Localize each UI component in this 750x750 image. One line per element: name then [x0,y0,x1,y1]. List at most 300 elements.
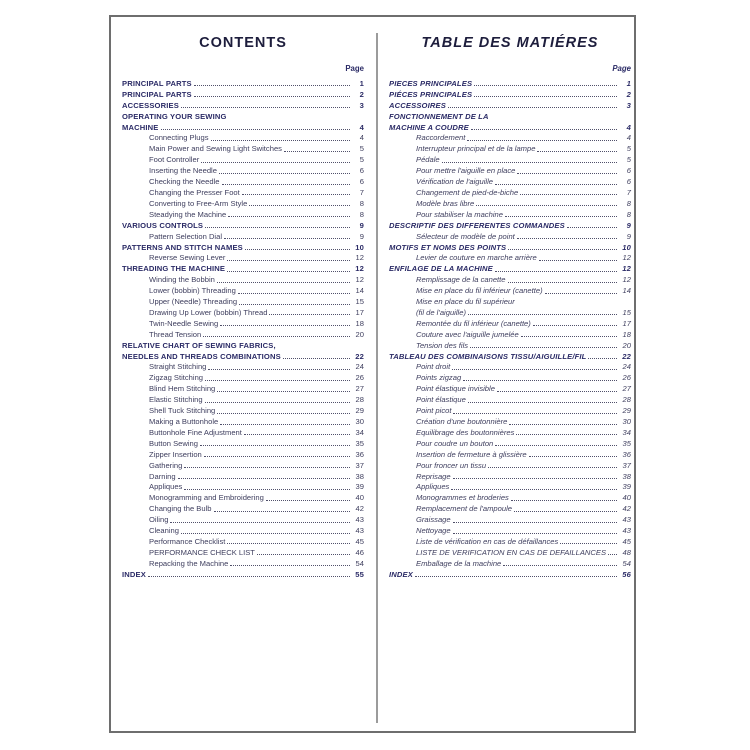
toc-entry [122,491,364,502]
dot-leader [529,456,617,457]
dot-leader [222,184,351,185]
toc-entry-label: Converting to Free-Arm Style [149,198,248,208]
dot-leader [453,522,617,523]
dot-leader [452,369,617,370]
toc-entry-page-number: 1 [359,78,364,88]
dot-leader [214,511,351,512]
toc-entry [389,241,631,252]
toc-entry-page-number: 5 [626,144,631,154]
dot-leader [269,314,350,315]
toc-entry-label: Changement de pied-de-biche [416,187,519,197]
toc-entry-label: Changing the Bulb [149,504,212,514]
toc-list-french [389,77,631,579]
toc-entry-label: Levier de couture en marche arrière [416,253,537,263]
toc-entry-page-number: 29 [622,406,631,416]
dot-leader [474,96,617,97]
toc-entry [389,208,631,219]
dot-leader [184,489,350,490]
toc-entry-label: PRINCIPAL PARTS [122,78,192,88]
toc-entry [122,371,364,382]
toc-entry-label: Point picot [416,406,452,416]
dot-leader [230,565,350,566]
toc-entry-page-number: 6 [626,177,631,187]
dot-leader [442,162,617,163]
toc-entry-label: Liste de vérification en cas de défaillances [416,536,559,546]
page-title-english: CONTENTS [199,35,287,51]
toc-entry [122,535,364,546]
dot-leader [537,151,617,152]
dot-leader [239,304,350,305]
toc-entry-page-number: 12 [355,275,364,285]
toc-entry [389,437,631,448]
toc-entry-page-number: 12 [355,264,364,274]
toc-entry-page-number: 9 [626,231,631,241]
toc-entry [389,535,631,546]
dot-leader [415,576,617,577]
dot-leader [471,129,617,130]
dot-leader [467,140,617,141]
dot-leader [205,402,350,403]
toc-entry-label: Graissage [416,515,451,525]
dot-leader [448,107,617,108]
dot-leader [495,445,617,446]
toc-entry [122,328,364,339]
dot-leader [238,293,350,294]
toc-entry-page-number: 14 [355,286,364,296]
toc-entry-page-number: 22 [355,351,364,361]
toc-entry [122,502,364,513]
toc-entry-page-number: 12 [355,253,364,263]
dot-leader [184,467,350,468]
toc-entry [122,382,364,393]
toc-entry-page-number: 43 [622,515,631,525]
toc-entry-label: Changing the Presser Foot [149,187,240,197]
toc-entry-label: Cleaning [149,526,179,536]
toc-entry-page-number: 35 [355,438,364,448]
dot-leader [533,325,617,326]
toc-entry-label: Mise en place du fil supérieur [416,297,515,307]
toc-entry-label: Repacking the Machine [149,558,229,568]
toc-entry-page-number: 56 [622,569,631,579]
dot-leader [194,85,350,86]
dot-leader [495,184,617,185]
toc-entry [389,339,631,350]
toc-entry-label: LISTE DE VERIFICATION EN CAS DE DEFAILLANCES [416,547,607,557]
toc-entry-page-number: 42 [355,504,364,514]
dot-leader [521,336,617,337]
toc-entry-label: PRINCIPAL PARTS [122,89,192,99]
toc-entry-page-number: 24 [355,362,364,372]
toc-entry [389,153,631,164]
toc-entry-page-number: 55 [355,569,364,579]
toc-entry-page-number: 2 [359,89,364,99]
toc-entry [389,110,631,121]
center-divider [376,33,378,723]
dot-leader [227,260,350,261]
dot-leader [242,194,350,195]
dot-leader [245,249,350,250]
toc-entry-label: Mise en place du fil inférieur (canette) [416,286,543,296]
toc-entry-page-number: 15 [355,297,364,307]
toc-entry-label: PIECES PRINCIPALES [389,78,473,88]
toc-entry [389,415,631,426]
toc-entry [389,306,631,317]
toc-entry-page-number: 34 [622,427,631,437]
toc-entry-label: Remplacement de l'ampoule [416,504,513,514]
toc-entry-label: Couture avec l'aiguille jumelée [416,329,519,339]
toc-entry-label: (fil de l'aiguille) [416,307,466,317]
toc-entry [122,153,364,164]
toc-entry-page-number: 43 [355,526,364,536]
toc-entry [389,470,631,481]
toc-entry-page-number: 9 [359,220,364,230]
toc-entry [389,382,631,393]
dot-leader [453,533,617,534]
toc-entry-label: Foot Controller [149,155,200,165]
dot-leader [503,565,617,566]
toc-entry-page-number: 30 [355,417,364,426]
page-title-french: TABLE DES MATIÉRES [421,35,599,51]
toc-entry-label: Raccordement [416,133,466,143]
dot-leader [283,358,350,359]
toc-entry-page-number: 4 [359,122,364,132]
toc-entry [122,404,364,415]
dot-leader [205,227,350,228]
dot-leader [511,500,617,501]
toc-entry [122,99,364,110]
toc-entry-page-number: 5 [359,155,364,165]
toc-entry [389,295,631,306]
toc-entry [389,404,631,415]
dot-leader [217,282,350,283]
toc-entry-page-number: 18 [355,318,364,328]
toc-entry [389,459,631,470]
dot-leader [208,369,350,370]
dot-leader [608,554,617,555]
toc-entry [122,295,364,306]
toc-entry-page-number: 20 [622,340,631,350]
toc-entry [389,350,631,361]
dot-leader [517,173,617,174]
toc-entry [122,273,364,284]
toc-entry-label: VARIOUS CONTROLS [122,220,204,230]
toc-entry-label: Twin-Needle Sewing [149,318,219,328]
toc-entry-label: Nettoyage [416,526,451,536]
dot-leader [468,314,617,315]
toc-entry-page-number: 12 [622,264,631,274]
toc-entry-page-number: 54 [355,558,364,568]
toc-entry [389,164,631,175]
toc-entry [122,252,364,263]
dot-leader [516,434,617,435]
toc-entry-page-number: 36 [355,449,364,459]
toc-entry-page-number: 37 [622,460,631,470]
toc-entry-page-number: 8 [359,198,364,208]
toc-entry [122,437,364,448]
dot-leader [505,216,617,217]
dot-leader [588,358,617,359]
dot-leader [520,194,617,195]
toc-entry-label: Connecting Plugs [149,133,209,143]
dot-leader [205,380,350,381]
toc-entry-label: Performance Checklist [149,536,226,546]
toc-entry-page-number: 3 [359,100,364,110]
toc-entry-label: Steadying the Machine [149,209,227,219]
toc-entry-label: Zipper Insertion [149,449,202,459]
dot-leader [220,325,350,326]
dot-leader [451,489,617,490]
toc-entry [389,197,631,208]
toc-entry-page-number: 14 [622,286,631,296]
toc-entry-label: Emballage de la machine [416,558,502,568]
toc-entry-label: Reprisage [416,471,451,481]
toc-entry-label: Point élastique invisible [416,384,495,394]
toc-entry-label: MACHINE [122,122,159,132]
dot-leader [517,238,617,239]
toc-entry [122,339,364,350]
toc-entry [122,481,364,492]
toc-entry-label: Straight Stitching [149,362,207,372]
toc-entry-label: Checking the Needle [149,177,220,187]
dot-leader [463,380,617,381]
toc-entry-page-number: 54 [622,558,631,568]
toc-entry-label: Inserting the Needle [149,166,217,176]
dot-leader [200,445,350,446]
toc-entry-label: Points zigzag [416,373,462,383]
toc-entry [389,262,631,273]
toc-entry [122,426,364,437]
toc-entry-page-number: 38 [355,471,364,481]
toc-entry-label: Oiling [149,515,169,525]
dot-leader [178,478,350,479]
dot-leader [148,576,350,577]
dot-leader [497,391,617,392]
dot-leader [257,554,350,555]
toc-entry-label: Zigzag Stitching [149,373,204,383]
toc-entry-page-number: 42 [622,504,631,514]
toc-entry-page-number: 4 [626,133,631,143]
toc-entry [122,557,364,568]
toc-entry-page-number: 12 [622,275,631,285]
toc-entry-label: MACHINE A COUDRE [389,122,469,132]
toc-entry [122,470,364,481]
dot-leader [217,391,350,392]
toc-entry [122,513,364,524]
toc-entry-label: INDEX [122,569,146,579]
toc-entry [122,415,364,426]
dot-leader [181,533,350,534]
toc-entry [122,186,364,197]
toc-entry-page-number: 2 [626,89,631,99]
toc-entry-page-number: 45 [355,536,364,546]
toc-entry [389,219,631,230]
toc-entry [122,306,364,317]
toc-entry-page-number: 29 [355,406,364,416]
toc-entry-label: Equilibrage des boutonnières [416,427,515,437]
dot-leader [201,162,350,163]
toc-entry-page-number: 34 [355,427,364,437]
toc-entry-label: Upper (Needle) Threading [149,297,238,307]
toc-entry [122,448,364,459]
toc-entry-page-number: 28 [622,395,631,405]
toc-entry-page-number: 1 [626,78,631,88]
toc-entry-label: ENFILAGE DE LA MACHINE [389,264,493,274]
toc-entry-label: Pour mettre l'aiguille en place [416,166,516,176]
toc-entry [389,175,631,186]
toc-entry-page-number: 28 [355,395,364,405]
toc-entry [122,132,364,143]
toc-entry [389,546,631,557]
toc-entry [122,262,364,273]
toc-entry-label: Winding the Bobbin [149,275,215,285]
toc-entry [389,284,631,295]
toc-entry [389,121,631,132]
toc-entry-label: THREADING THE MACHINE [122,264,226,274]
toc-entry [389,502,631,513]
page-column-label-french: Page [612,64,631,73]
dot-leader [284,151,350,152]
toc-entry-page-number: 9 [626,220,631,230]
toc-entry-label: Reverse Sewing Lever [149,253,226,263]
dot-leader [453,413,617,414]
toc-entry-label: Pour coudre un bouton [416,438,494,448]
toc-list-english [122,77,364,579]
toc-entry-page-number: 5 [359,144,364,154]
toc-entry-page-number: 12 [622,253,631,263]
dot-leader [495,271,617,272]
toc-entry [122,546,364,557]
toc-entry [122,459,364,470]
toc-entry-label: Tension des fils [416,340,469,350]
toc-entry-label: Pattern Selection Dial [149,231,223,241]
toc-entry-page-number: 20 [355,329,364,339]
toc-entry-label: ACCESSOIRES [389,100,446,110]
toc-entry-label: Sélecteur de modèle de point [416,231,515,241]
toc-entry-label: Vérification de l'aiguille [416,177,494,187]
toc-entry-label: Thread Tension [149,329,202,339]
toc-entry [122,110,364,121]
toc-entry [389,361,631,372]
dot-leader [181,107,350,108]
toc-entry-page-number: 22 [622,351,631,361]
toc-entry-label: ACCESSORIES [122,100,179,110]
toc-entry [122,175,364,186]
toc-entry-page-number: 40 [355,493,364,503]
dot-leader [227,543,350,544]
toc-entry-page-number: 7 [359,187,364,197]
dot-leader [161,129,351,130]
toc-entry-label: Point élastique [416,395,466,405]
toc-entry [389,273,631,284]
toc-entry [389,568,631,579]
toc-entry [122,568,364,579]
toc-entry-label: Gathering [149,460,183,470]
toc-entry-label: OPERATING YOUR SEWING [122,111,227,121]
dot-leader [545,293,617,294]
dot-leader [560,543,617,544]
dot-leader [219,173,350,174]
toc-entry [122,219,364,230]
toc-entry [122,121,364,132]
toc-entry [122,393,364,404]
toc-entry [389,448,631,459]
toc-entry-label: DESCRIPTIF DES DIFFERENTES COMMANDES [389,220,565,230]
dot-leader [514,511,617,512]
toc-entry-page-number: 5 [626,155,631,165]
toc-entry-page-number: 17 [355,307,364,317]
toc-entry [122,208,364,219]
dot-leader [508,282,618,283]
toc-entry [389,328,631,339]
toc-entry [122,241,364,252]
page-column-label-english: Page [345,64,364,73]
toc-entry-label: INDEX [389,569,413,579]
dot-leader [220,424,350,425]
dot-leader [244,434,350,435]
dot-leader [474,85,617,86]
dot-leader [453,478,617,479]
toc-entry-label: Point droit [416,362,451,372]
dot-leader [468,402,617,403]
toc-entry-label: Remontée du fil inférieur (canette) [416,318,531,328]
toc-entry-page-number: 4 [626,122,631,132]
dot-leader [211,140,350,141]
toc-entry [389,142,631,153]
toc-entry-page-number: 10 [355,242,364,252]
toc-entry-page-number: 6 [359,166,364,176]
toc-entry [122,77,364,88]
toc-entry [122,350,364,361]
toc-entry-page-number: 15 [622,307,631,317]
toc-entry-label: Pour stabiliser la machine [416,209,503,219]
toc-entry [389,371,631,382]
toc-entry-page-number: 43 [622,526,631,536]
toc-entry-label: NEEDLES AND THREADS COMBINATIONS [122,351,281,361]
toc-entry-label: Appliques [416,482,450,492]
toc-entry-page-number: 39 [355,482,364,492]
toc-entry-page-number: 4 [359,133,364,143]
toc-entry-label: Drawing Up Lower (bobbin) Thread [149,307,268,317]
toc-entry-page-number: 7 [626,187,631,197]
toc-entry-page-number: 10 [622,242,631,252]
dot-leader [224,238,350,239]
toc-entry [389,99,631,110]
toc-entry-page-number: 17 [622,318,631,328]
toc-entry-label: Main Power and Sewing Light Switches [149,144,282,154]
dot-leader [488,467,617,468]
toc-entry-label: Blind Hem Stitching [149,384,216,394]
toc-entry-label: Darning [149,471,176,481]
dot-leader [170,522,350,523]
toc-entry-label: Pédale [416,155,440,165]
toc-entry-label: PIÉCES PRINCIPALES [389,89,473,99]
toc-entry-page-number: 26 [355,373,364,383]
toc-entry-page-number: 36 [622,449,631,459]
toc-entry-label: FONCTIONNEMENT DE LA [389,111,489,121]
toc-entry [389,252,631,263]
toc-entry-page-number: 6 [626,166,631,176]
toc-entry-label: PATTERNS AND STITCH NAMES [122,242,243,252]
dot-leader [227,271,350,272]
toc-entry [389,88,631,99]
toc-entry-page-number: 45 [622,536,631,546]
toc-entry-page-number: 9 [359,231,364,241]
toc-entry [389,77,631,88]
toc-entry [389,513,631,524]
toc-entry [122,317,364,328]
toc-entry-page-number: 39 [622,482,631,492]
dot-leader [228,216,350,217]
